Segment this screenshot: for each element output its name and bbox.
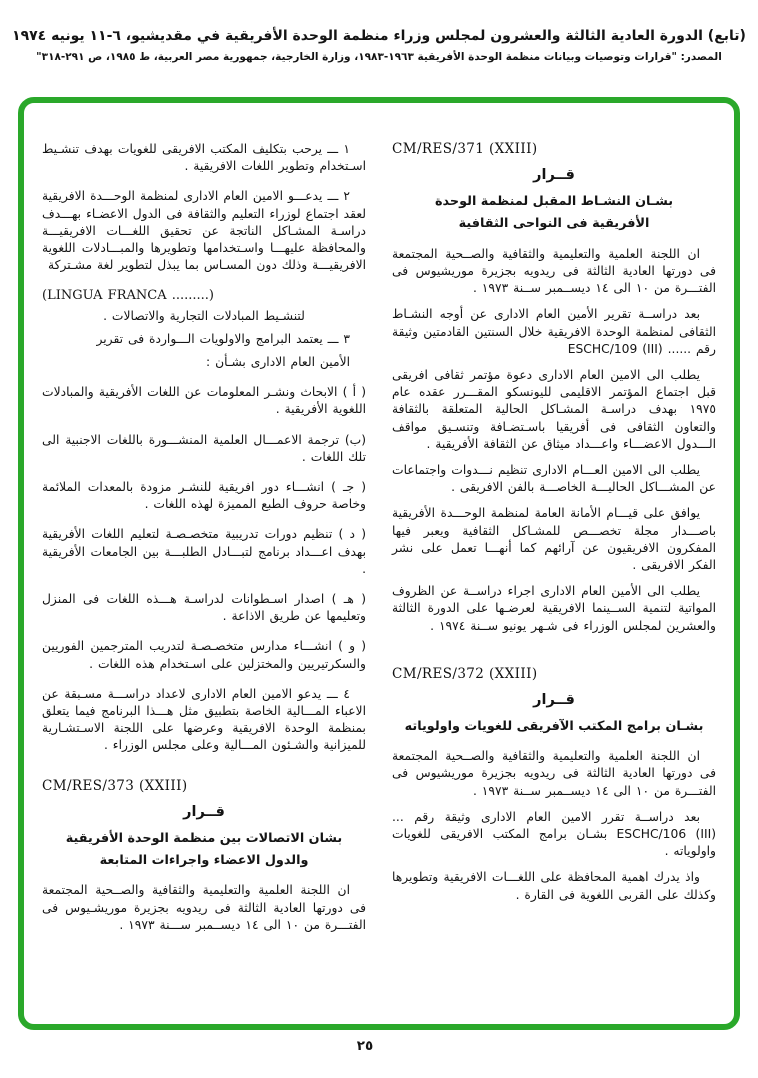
resolution-title-line: بشـان النشـاط المقبل لمنظمة الوحدة bbox=[434, 194, 674, 209]
resolution-title-line: الأفريقية فى النواحى الثقافية bbox=[458, 216, 650, 232]
paragraph: ان اللجنة العلمية والتعليمية والثقافية والصــحية المجتمعة فى دورتها العادية الثالثة فى ريدويه بجزيرة موريشيوس فى الفتـــرة من ١٠ الى ١٤ ديســمبر ســنة ١٩٧٣ . bbox=[392, 246, 716, 296]
paragraph: يطلب الى الامين العـــام الادارى تنظيم نـــدوات واجتماعات عن المشـــاكل الحاليـــة الخاصـــة بالفن الافريقى . bbox=[392, 463, 716, 495]
resolution-code: CM/RES/373 (XXIII) bbox=[42, 777, 188, 794]
list-item: ٤ ـــ يدعو الامين العام الادارى لاعداد دراســـة مسـبقة عن الاعباء المـــالية الخاصة بتطبيق مثل هـــذا البرنامج فيما يتعلق بمنظمة الوحدة الافريقية وعرضها على اللجنة الاسـتشـارية للميزانية والشـئون المـــالية وعلى مجلس الوزراء . bbox=[42, 686, 366, 753]
resolution-title bbox=[392, 716, 716, 738]
resolution-371 bbox=[392, 141, 716, 635]
list-item: ٢ ـــ يدعـــو الامين العام الادارى لمنظمة الوحـــدة الافريقية لعقد اجتماع لوزراء التعليم والثقافة فى الدول الاعضـاء بهـــدف دراسـة المشـاكل الناتجة عن تحقيق اللغـــات الافريقيـــة والمحافظة عليهـــا واسـتخدامها وتطويرها والمبـــادلات اللغوية الافريقيـــة وذلك دون المسـاس بما يبذل لتطوير لغة مشـتركة bbox=[42, 189, 366, 273]
resolution-373 bbox=[42, 778, 366, 934]
header-source-note: المصدر: "قرارات وتوصيات وبيانات منظمة الوحدة الأفريقية ١٩٦٣-١٩٨٣، وزارة الخارجية، جمهورية مصر العربية، ط ١٩٨٥، ص ٢٩١-٣١٨" bbox=[36, 51, 722, 63]
resolution-heading: قــرار bbox=[183, 803, 225, 820]
resolution-372 bbox=[392, 666, 716, 904]
resolution-title-line: بشـان برامج المكتب الآفريقى للغويات واولوياته bbox=[404, 718, 704, 734]
resolution-title bbox=[42, 828, 366, 873]
list-item: ( و ) انشـــاء مدارس متخصـصـة لتدريب المترجمين الفوريين والسكرتيريين والمختزلين على اسـتخدام هذه اللغات . bbox=[42, 639, 366, 671]
paragraph: واذ يدرك اهمية المحافظة على اللغـــات الافريقية وتطويرها وكذلك على القربى اللغوية فى القارة . bbox=[392, 870, 716, 902]
paragraph: يوافق على قيـــام الأمانة العامة لمنظمة الوحـــدة الأفريقية باصـــدار مجلة تخصـــص للمشـاكل الثقافية ويعبر فيها المفكرون الافريقيون عن آرائهم كما أنهـــا تعمل على نشر الفكر الافريقى . bbox=[392, 506, 716, 573]
page-number: ٢٥ bbox=[356, 1038, 374, 1054]
list-item: ( أ ) الابحاث ونشـر المعلومات عن اللغات الأفريقية والمبادلات اللغوية الأفريقية . bbox=[42, 385, 366, 417]
list-item: ١ ـــ يرحب بتكليف المكتب الافريقى للغويات بهدف تنشـيط اسـتخدام وتطوير اللغات الافريقية . bbox=[42, 142, 366, 174]
header-session-title: (تابع) الدورة العادية الثالثة والعشرون لمجلس وزراء منظمة الوحدة الأفريقية في مقديشيو، ٦-١١ يونيه ١٩٧٤ bbox=[12, 28, 746, 44]
paragraph: بعد دراســة تقرير الأمين العام الادارى عن أوجه النشـاط الثقافى لمنظمة الوحدة الافريقية خلال السنتين القادمتين وثيقة رقم ...... ESCHC/109 (III) bbox=[392, 307, 716, 356]
lingua-franca-line: (LINGUA FRANCA .........) bbox=[42, 288, 214, 304]
list-item: ( د ) تنظيم دورات تدريبية متخصـصـة لتعليم اللغات الأفريقية بهدف اعـــداد برنامج لتبـــادل الطلبـــة بين الجامعات الأفريقية . bbox=[42, 527, 366, 576]
framed-content-box bbox=[18, 97, 740, 1030]
resolution-heading: قــرار bbox=[533, 691, 575, 708]
paragraph: بعد دراســة تقرر الامين العام الادارى وثيقة رقم ... ESCHC/106 (III) بشـان برامج المكتب الافريقى للغويات واولوياته . bbox=[392, 809, 716, 859]
resolution-title-line: والدول الاعضاء واجراءات المتابعة bbox=[99, 853, 309, 869]
resolution-code: CM/RES/372 (XXIII) bbox=[392, 665, 538, 682]
paragraph: يطلب الى الامين العام الادارى دعوة مؤتمر ثقافى افريقى قبل اجتماع المؤتمر الاقليمى لليونسكو المقـــرر عقده عام ١٩٧٥ بهدف دراسـة المشـاكل الحالية المتعلقة بالثقافة والتعاون الثقافى فى أفريقيا باسـتضـافة وتنسـيق مواقف الـــدول الاعضـــاء واعـــداد ميثاق عن الثقافة الأفريقية . bbox=[392, 368, 716, 451]
list-item: الأمين العام الادارى بشـأن : bbox=[206, 355, 350, 370]
two-column-layout bbox=[42, 141, 716, 1018]
section-gap bbox=[42, 768, 366, 778]
resolution-heading: قــرار bbox=[533, 167, 575, 183]
paragraph: يطلب الى الأمين العام الادارى اجراء دراســة عن الظروف المواتية لتنمية الســينما الافريقية لعرضـها على الدورة الثالثة والعشرين لمجلس الوزراء فى شـهر يونيو ســنة ١٩٧٤ . bbox=[392, 584, 716, 633]
resolution-code: CM/RES/371 (XXIII) bbox=[392, 141, 538, 157]
resolution-title-line: بشان الاتصالات بين منظمة الوحدة الأفريقية bbox=[65, 830, 343, 846]
paragraph: ان اللجنة العلمية والتعليمية والثقافية والصــحية المجتمعة فى دورتها العادية الثالثة فى ريدويه بجزيرة موريشـيوس فى الفتـــرة من ١٠ الى ١٤ ديســمبر ســـنة ١٩٧٣ . bbox=[42, 883, 366, 932]
list-item: (ب) ترجمة الاعمـــال العلمية المنشـــورة باللغات الاجنبية الى تلك اللغات . bbox=[42, 432, 366, 464]
left-column bbox=[42, 141, 366, 1018]
document-header bbox=[0, 28, 758, 63]
list-item: ( جـ ) انشـــاء دور افريقية للنشـر مزودة بالمعدات الملائمة وخاصة حروف الطبع المميزة لهذه اللغات . bbox=[42, 480, 366, 512]
section-gap bbox=[392, 644, 716, 666]
list-item: ( هـ ) اصدار اسـطوانات لدراسـة هـــذه اللغات فى المنزل وتعليمها عن طريق الاذاعة . bbox=[42, 592, 366, 624]
paragraph: ان اللجنة العلمية والتعليمية والثقافية والصــحية المجتمعة فى دورتها العادية الثالثة فى ريدويه بجزيرة موريشيوس فى الفتـــرة من ١٠ الى ١٤ ديســمبر ســنة ١٩٧٣ . bbox=[392, 749, 716, 798]
resolution-title bbox=[392, 191, 716, 236]
operative-items bbox=[42, 141, 366, 755]
right-column bbox=[392, 141, 716, 1018]
list-item: ٣ ـــ يعتمد البرامج والاولويات الـــواردة فى تقرير bbox=[96, 331, 350, 346]
list-item: لتنشـيط المبادلات التجارية والاتصالات . bbox=[103, 308, 305, 323]
